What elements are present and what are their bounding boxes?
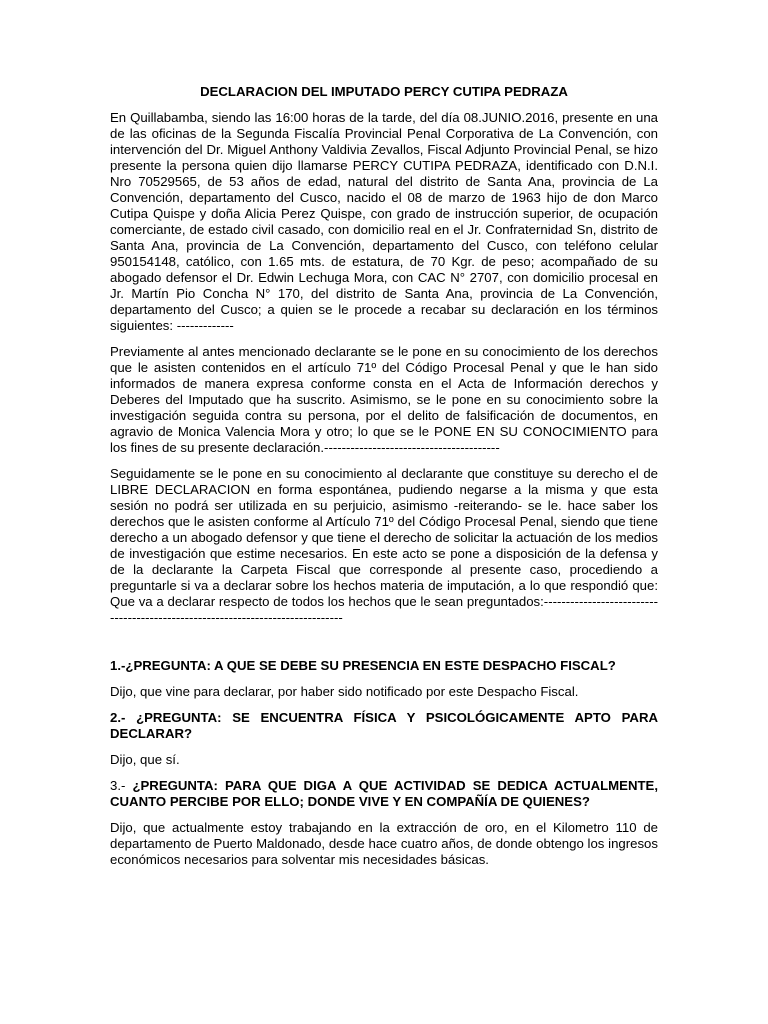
document-page xyxy=(110,84,658,878)
question-3 xyxy=(110,778,658,810)
section-spacer xyxy=(110,636,658,658)
answer-3: Dijo, que actualmente estoy trabajando en la extracción de oro, en el Kilometro 110 de departamento de Puerto Maldonado, desde hace cuatro años, de donde obtengo los ingresos económicos necesarios para solventar mis necesidades básicas. xyxy=(110,820,658,867)
question-text: ¿PREGUNTA: A QUE SE DEBE SU PRESENCIA EN ESTE DESPACHO FISCAL? xyxy=(125,658,616,673)
question-number: 1.- xyxy=(110,658,126,673)
question-text: ¿PREGUNTA: SE ENCUENTRA FÍSICA Y PSICOLÓGICAMENTE APTO PARA DECLARAR? xyxy=(110,710,658,741)
answer-1: Dijo, que vine para declarar, por haber sido notificado por este Despacho Fiscal. xyxy=(110,684,579,699)
answer-2: Dijo, que sí. xyxy=(110,752,180,767)
rights-paragraph: Previamente al antes mencionado declarante se le pone en su conocimiento de los derechos que le asisten contenidos en el artículo 71º del Código Procesal Penal y que le han sido informados de manera expresa conforme consta en el Acta de Información derechos y Deberes del Imputado que ha suscrito. Asimismo, se le pone en su conocimiento sobre la investigación seguida contra su persona, por el delito de falsificación de documentos, en agravio de Monica Valencia Mora y otro; lo que se le PONE EN SU CONOCIMIENTO para los fines de su presente declaración.---------------------------------------- xyxy=(110,344,658,455)
intro-paragraph: En Quillabamba, siendo las 16:00 horas de la tarde, del día 08.JUNIO.2016, presente en una de las oficinas de la Segunda Fiscalía Provincial Penal Corporativa de La Convención, con intervención del Dr. Miguel Anthony Valdivia Zevallos, Fiscal Adjunto Provincial Penal, se hizo presente la persona quien dijo llamarse PERCY CUTIPA PEDRAZA, identificado con D.N.I. Nro 70529565, de 53 años de edad, natural del distrito de Santa Ana, provincia de La Convención, departamento del Cusco, nacido el 08 de marzo de 1963 hijo de don Marco Cutipa Quispe y doña Alicia Perez Quispe, con grado de instrucción superior, de ocupación comerciante, de estado civil casado, con domicilio real en el Jr. Confraternidad Sn, distrito de Santa Ana, provincia de La Convención, departamento del Cusco, con teléfono celular 950154148, católico, con 1.65 mts. de estatura, de 70 Kgr. de peso; acompañado de su abogado defensor el Dr. Edwin Lechuga Mora, con CAC N° 2707, con domicilio procesal en Jr. Martín Pio Concha N° 170, del distrito de Santa Ana, provincia de La Convención, departamento del Cusco; a quien se le procede a recabar su declaración en los términos siguientes: ------------- xyxy=(110,110,658,333)
question-number: 3.- xyxy=(110,778,126,793)
question-text: ¿PREGUNTA: PARA QUE DIGA A QUE ACTIVIDAD SE DEDICA ACTUALMENTE, CUANTO PERCIBE POR ELLO; DONDE VIVE Y EN COMPAÑÍA DE QUIENES? xyxy=(110,778,658,809)
question-1 xyxy=(110,658,658,674)
question-number: 2.- xyxy=(110,710,126,725)
declaration-paragraph: Seguidamente se le pone en su conocimiento al declarante que constituye su derecho el de LIBRE DECLARACION en forma espontánea, pudiendo negarse a la misma y que esta sesión no podrá ser utilizada en su perjuicio, asimismo -reiterando- se le. hace saber los derechos que le asisten conforme al Artículo 71º del Código Procesal Penal, siendo que tiene derecho a un abogado defensor y que tiene el derecho de solicitar la actuación de los medios de investigación que estime necesarios. En este acto se pone a disposición de la defensa y de la declarante la Carpeta Fiscal que corresponde al presente caso, procediendo a preguntarle si va a declarar sobre los hechos materia de imputación, a lo que respondió que: Que va a declarar respecto de todos los hechos que le sean preguntados:------------------------------------------------------------------------------- xyxy=(110,466,658,625)
document-title: DECLARACION DEL IMPUTADO PERCY CUTIPA PEDRAZA xyxy=(200,84,568,99)
question-2 xyxy=(110,710,658,742)
